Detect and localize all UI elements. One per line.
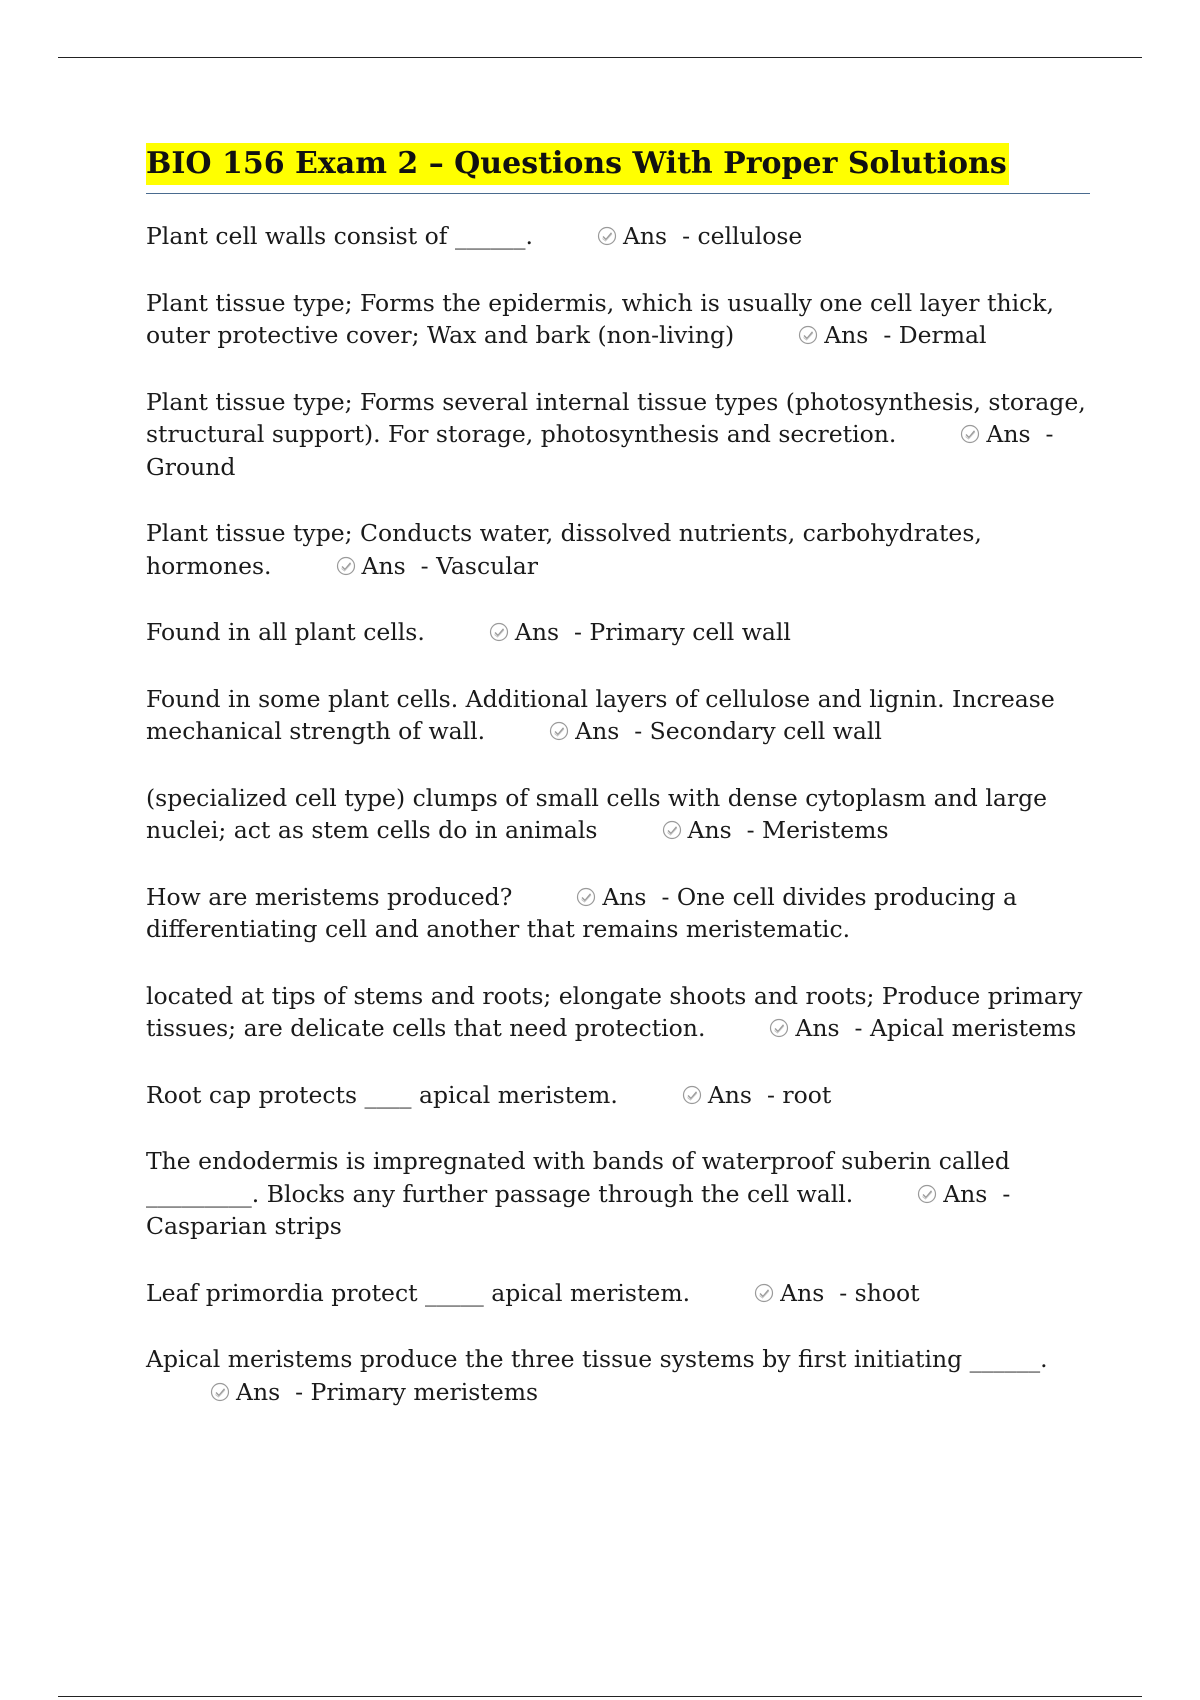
check-circle-icon xyxy=(798,325,818,345)
qa-item xyxy=(146,683,1090,748)
document-body xyxy=(146,143,1090,1442)
answer-text: - cellulose xyxy=(682,222,803,250)
answer-label: Ans xyxy=(986,420,1031,448)
qa-item xyxy=(146,1145,1090,1243)
check-circle-icon xyxy=(549,721,569,741)
question-text: The endodermis is impregnated with bands of waterproof suberin called _________. Blocks any further passage through the cell wall. xyxy=(146,1147,1010,1208)
check-circle-icon xyxy=(769,1018,789,1038)
answer-label: Ans xyxy=(943,1179,988,1208)
question-text: Found in some plant cells. Additional layers of cellulose and lignin. Increase mechanical strength of wall. xyxy=(146,684,1055,745)
answer-text: - One cell divides producing a differentiating cell and another that remains meristematic. xyxy=(146,882,1017,943)
qa-item xyxy=(146,616,1090,649)
answer-label: Ans xyxy=(236,1377,281,1406)
qa-list xyxy=(146,220,1090,1408)
question-text: located at tips of stems and roots; elongate shoots and roots; Produce primary tissues; are delicate cells that need protection. xyxy=(146,981,1083,1042)
answer-label: Ans xyxy=(707,1080,752,1109)
check-circle-icon xyxy=(682,1085,702,1105)
answer-label: Ans xyxy=(687,816,732,844)
question-text: Plant cell walls consist of ______. xyxy=(146,222,533,250)
answer-text: - Vascular xyxy=(420,551,539,580)
answer-text: - Secondary cell wall xyxy=(634,717,882,745)
answer-text: - Primary cell wall xyxy=(573,618,791,646)
check-circle-icon xyxy=(336,556,356,576)
question-text: (specialized cell type) clumps of small cells with dense cytoplasm and large nuclei; act as stem cells do in animals xyxy=(146,783,1048,844)
qa-item xyxy=(146,287,1090,352)
document-title: BIO 156 Exam 2 – Questions With Proper Solutions xyxy=(146,143,1009,185)
page-top-rule xyxy=(58,57,1142,58)
answer-label: Ans xyxy=(575,717,620,745)
answer-label: Ans xyxy=(622,222,668,250)
qa-item xyxy=(146,1343,1090,1408)
answer-label: Ans xyxy=(514,618,560,646)
question-text: Plant tissue type; Conducts water, dissolved nutrients, carbohydrates, hormones. xyxy=(146,519,982,580)
question-text: Root cap protects ____ apical meristem. xyxy=(146,1080,618,1109)
answer-text: - Primary meristems xyxy=(295,1377,539,1406)
answer-text: - Dermal xyxy=(883,321,987,349)
answer-label: Ans xyxy=(795,1014,840,1042)
qa-item xyxy=(146,220,1090,253)
title-block xyxy=(146,143,1090,194)
answer-text: - shoot xyxy=(839,1278,920,1307)
answer-label: Ans xyxy=(602,882,647,911)
answer-text: - Meristems xyxy=(746,816,889,844)
check-circle-icon xyxy=(597,226,617,246)
question-text: Plant tissue type; Forms several internal tissue types (photosynthesis, storage, structural support). For storage, photosynthesis and secretion. xyxy=(146,387,1086,448)
check-circle-icon xyxy=(489,622,509,642)
qa-item xyxy=(146,517,1090,582)
check-circle-icon xyxy=(210,1382,230,1402)
check-circle-icon xyxy=(576,887,596,907)
qa-item xyxy=(146,1079,1090,1112)
check-circle-icon xyxy=(754,1283,774,1303)
page-bottom-rule xyxy=(58,1696,1142,1697)
qa-item xyxy=(146,1277,1090,1310)
qa-item xyxy=(146,386,1090,484)
check-circle-icon xyxy=(662,820,682,840)
answer-text: - Casparian strips xyxy=(146,1179,1011,1240)
question-text: Found in all plant cells. xyxy=(146,618,425,646)
question-text: Apical meristems produce the three tissue systems by first initiating ______. xyxy=(146,1345,1048,1373)
answer-text: - Apical meristems xyxy=(854,1014,1077,1042)
answer-text: - root xyxy=(766,1080,832,1109)
qa-item xyxy=(146,881,1090,946)
answer-label: Ans xyxy=(780,1278,825,1307)
check-circle-icon xyxy=(960,424,980,444)
answer-label: Ans xyxy=(361,551,406,580)
answer-label: Ans xyxy=(824,321,869,349)
question-text: Leaf primordia protect _____ apical meristem. xyxy=(146,1278,691,1307)
question-text: How are meristems produced? xyxy=(146,882,513,911)
qa-item xyxy=(146,980,1090,1045)
question-text: Plant tissue type; Forms the epidermis, which is usually one cell layer thick, outer protective cover; Wax and bark (non-living) xyxy=(146,288,1054,349)
qa-item xyxy=(146,782,1090,847)
check-circle-icon xyxy=(917,1184,937,1204)
answer-text: - Ground xyxy=(146,420,1054,481)
